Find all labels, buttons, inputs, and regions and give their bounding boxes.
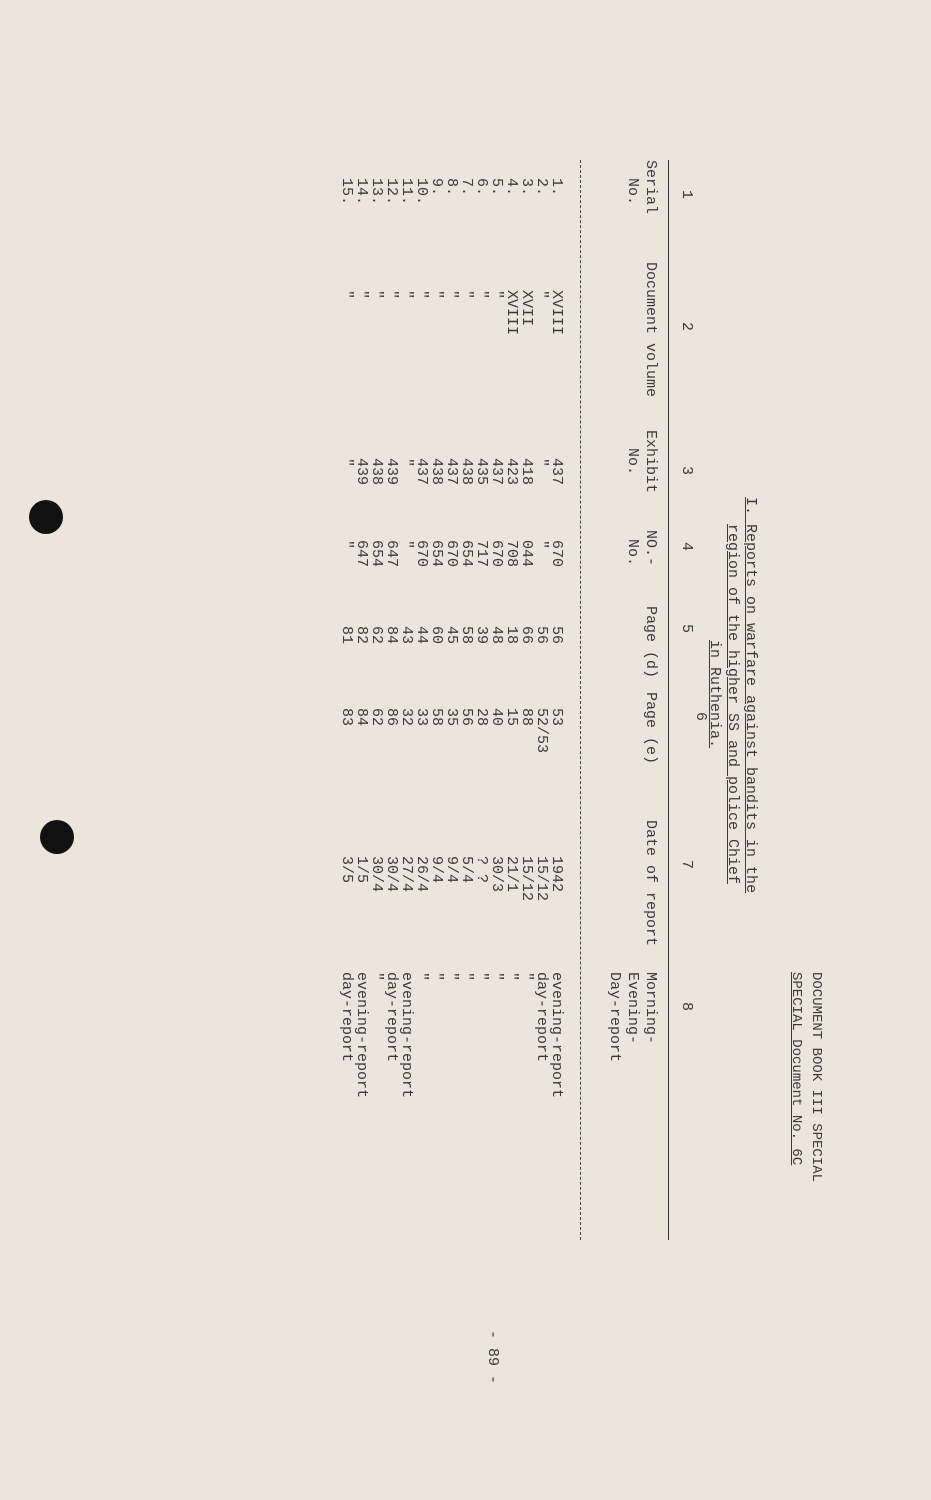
cell-volume: XVIII xyxy=(503,290,520,336)
cell-volume: " xyxy=(353,290,370,300)
column-number-5: 5 xyxy=(678,624,695,634)
cell-page-d: 82 xyxy=(353,626,370,645)
cell-volume: XVII xyxy=(518,290,535,327)
cell-serial: 12. xyxy=(383,178,400,206)
cell-page-e: 32 xyxy=(398,708,415,727)
cell-type: " xyxy=(488,972,505,982)
cell-exhibit: " xyxy=(533,458,550,468)
cell-type: " xyxy=(473,972,490,982)
cell-serial: 2. xyxy=(533,178,550,197)
cell-volume: " xyxy=(368,290,385,300)
column-number-8: 8 xyxy=(678,1002,695,1012)
cell-nc: 670 xyxy=(548,540,565,568)
cell-type: " xyxy=(413,972,430,982)
cell-page-d: 58 xyxy=(458,626,475,645)
cell-page-d: 43 xyxy=(398,626,415,645)
cell-page-e: 58 xyxy=(428,708,445,727)
cell-page-e: 52/53 xyxy=(533,708,550,754)
cell-nc: 654 xyxy=(458,540,475,568)
cell-page-d: 62 xyxy=(368,626,385,645)
page-number: - 89 - xyxy=(484,1330,501,1385)
cell-nc: 670 xyxy=(413,540,430,568)
title-line1: I. Reports on warfare against bandits in the xyxy=(742,497,759,894)
cell-serial: 15. xyxy=(338,178,355,206)
cell-type: " xyxy=(443,972,460,982)
cell-date: 3/5 xyxy=(338,856,355,884)
cell-serial: 10. xyxy=(413,178,430,206)
cell-page-e: 84 xyxy=(353,708,370,727)
cell-serial: 7. xyxy=(458,178,475,197)
cell-date: ? ? xyxy=(473,856,490,884)
header-volume: Document volume xyxy=(642,262,659,398)
cell-date: 30/4 xyxy=(383,856,400,893)
cell-type: " xyxy=(518,972,535,982)
cell-page-d: 56 xyxy=(533,626,550,645)
cell-volume: " xyxy=(338,290,355,300)
cell-exhibit: 438 xyxy=(428,458,445,486)
cell-type: " xyxy=(503,972,520,982)
header-nc: NO.- No. xyxy=(624,530,659,567)
cell-date: 21/1 xyxy=(503,856,520,893)
doc-header-line1: DOCUMENT BOOK III SPECIAL xyxy=(808,972,824,1183)
cell-page-e: 40 xyxy=(488,708,505,727)
cell-page-e: 15 xyxy=(503,708,520,727)
cell-date: 15/12 xyxy=(518,856,535,902)
cell-exhibit: 439 xyxy=(353,458,370,486)
cell-exhibit: " xyxy=(338,458,355,468)
cell-page-d: 60 xyxy=(428,626,445,645)
cell-type: " xyxy=(428,972,445,982)
cell-nc: 670 xyxy=(443,540,460,568)
cell-nc: 654 xyxy=(368,540,385,568)
cell-page-d: 39 xyxy=(473,626,490,645)
cell-nc: " xyxy=(398,540,415,550)
header-page-e: Page (e) xyxy=(642,692,659,765)
cell-nc: 647 xyxy=(383,540,400,568)
column-number-2: 2 xyxy=(678,322,695,332)
cell-type: " xyxy=(368,972,385,982)
cell-page-d: 44 xyxy=(413,626,430,645)
cell-date: 1/5 xyxy=(353,856,370,884)
cell-volume: " xyxy=(428,290,445,300)
cell-serial: 3. xyxy=(518,178,535,197)
cell-serial: 5. xyxy=(488,178,505,197)
cell-page-d: 48 xyxy=(488,626,505,645)
cell-date: 1942 xyxy=(548,856,565,893)
cell-page-e: 83 xyxy=(338,708,355,727)
cell-volume: " xyxy=(533,290,550,300)
header-bottom-rule xyxy=(580,160,581,1240)
cell-volume: " xyxy=(473,290,490,300)
cell-type: evening-report xyxy=(548,972,565,1099)
cell-exhibit: 437 xyxy=(488,458,505,486)
cell-serial: 11. xyxy=(398,178,415,206)
header-page-d: Page (d) xyxy=(642,606,659,679)
cell-exhibit: 435 xyxy=(473,458,490,486)
cell-date: 30/3 xyxy=(488,856,505,893)
cell-volume: " xyxy=(398,290,415,300)
cell-page-d: 84 xyxy=(383,626,400,645)
cell-nc: 044 xyxy=(518,540,535,568)
cell-page-d: 66 xyxy=(518,626,535,645)
cell-exhibit: 418 xyxy=(518,458,535,486)
cell-exhibit: 438 xyxy=(458,458,475,486)
cell-serial: 8. xyxy=(443,178,460,197)
cell-nc: " xyxy=(533,540,550,550)
column-number-3: 3 xyxy=(678,466,695,476)
column-number-1: 1 xyxy=(678,190,695,200)
cell-page-d: 56 xyxy=(548,626,565,645)
column-number-4: 4 xyxy=(678,542,695,552)
cell-nc: 654 xyxy=(428,540,445,568)
cell-type: " xyxy=(458,972,475,982)
cell-volume: " xyxy=(458,290,475,300)
cell-type: evening-report xyxy=(353,972,370,1099)
cell-nc: 670 xyxy=(488,540,505,568)
cell-type: day-report xyxy=(533,972,550,1063)
cell-exhibit: 438 xyxy=(368,458,385,486)
cell-page-e: 28 xyxy=(473,708,490,727)
cell-page-e: 62 xyxy=(368,708,385,727)
column-number-7: 7 xyxy=(678,860,695,870)
cell-date: 9/4 xyxy=(443,856,460,884)
cell-type: evening-report xyxy=(398,972,415,1099)
header-serial: Serial No. xyxy=(624,160,659,215)
cell-volume: XVIII xyxy=(548,290,565,336)
cell-date: 9/4 xyxy=(428,856,445,884)
cell-nc: 647 xyxy=(353,540,370,568)
cell-volume: " xyxy=(488,290,505,300)
cell-exhibit: 439 xyxy=(383,458,400,486)
cell-page-e: 53 xyxy=(548,708,565,727)
cell-page-e: 33 xyxy=(413,708,430,727)
cell-date: 26/4 xyxy=(413,856,430,893)
cell-serial: 6. xyxy=(473,178,490,197)
cell-type: day-report xyxy=(383,972,400,1063)
cell-page-e: 86 xyxy=(383,708,400,727)
cell-serial: 4. xyxy=(503,178,520,197)
cell-page-d: 81 xyxy=(338,626,355,645)
header-top-rule xyxy=(668,160,669,1240)
cell-nc: 717 xyxy=(473,540,490,568)
header-exhibit: Exhibit No. xyxy=(624,430,659,494)
cell-exhibit: " xyxy=(398,458,415,468)
column-number-6: 6 xyxy=(692,712,709,722)
cell-page-e: 35 xyxy=(443,708,460,727)
cell-volume: " xyxy=(443,290,460,300)
cell-serial: 13. xyxy=(368,178,385,206)
cell-nc: " xyxy=(338,540,355,550)
cell-type: day-report xyxy=(338,972,355,1063)
cell-nc: 708 xyxy=(503,540,520,568)
header-date: Date of report xyxy=(642,820,659,947)
cell-volume: " xyxy=(413,290,430,300)
cell-date: 30/4 xyxy=(368,856,385,893)
cell-page-d: 45 xyxy=(443,626,460,645)
cell-serial: 14. xyxy=(353,178,370,206)
cell-volume: " xyxy=(383,290,400,300)
cell-serial: 9. xyxy=(428,178,445,197)
title-line3: in Ruthenia. xyxy=(706,640,723,749)
cell-serial: 1. xyxy=(548,178,565,197)
header-type: Morning- Evening- Day-report xyxy=(606,972,659,1063)
cell-page-e: 56 xyxy=(458,708,475,727)
cell-exhibit: 437 xyxy=(413,458,430,486)
cell-exhibit: 423 xyxy=(503,458,520,486)
cell-exhibit: 437 xyxy=(548,458,565,486)
cell-exhibit: 437 xyxy=(443,458,460,486)
cell-page-d: 18 xyxy=(503,626,520,645)
doc-header-line2: SPECIAL Document No. 6C xyxy=(788,972,804,1166)
title-line2: region of the higher SS and police Chief xyxy=(724,524,741,885)
cell-date: 27/4 xyxy=(398,856,415,893)
cell-page-e: 88 xyxy=(518,708,535,727)
cell-date: 5/4 xyxy=(458,856,475,884)
cell-date: 15/12 xyxy=(533,856,550,902)
